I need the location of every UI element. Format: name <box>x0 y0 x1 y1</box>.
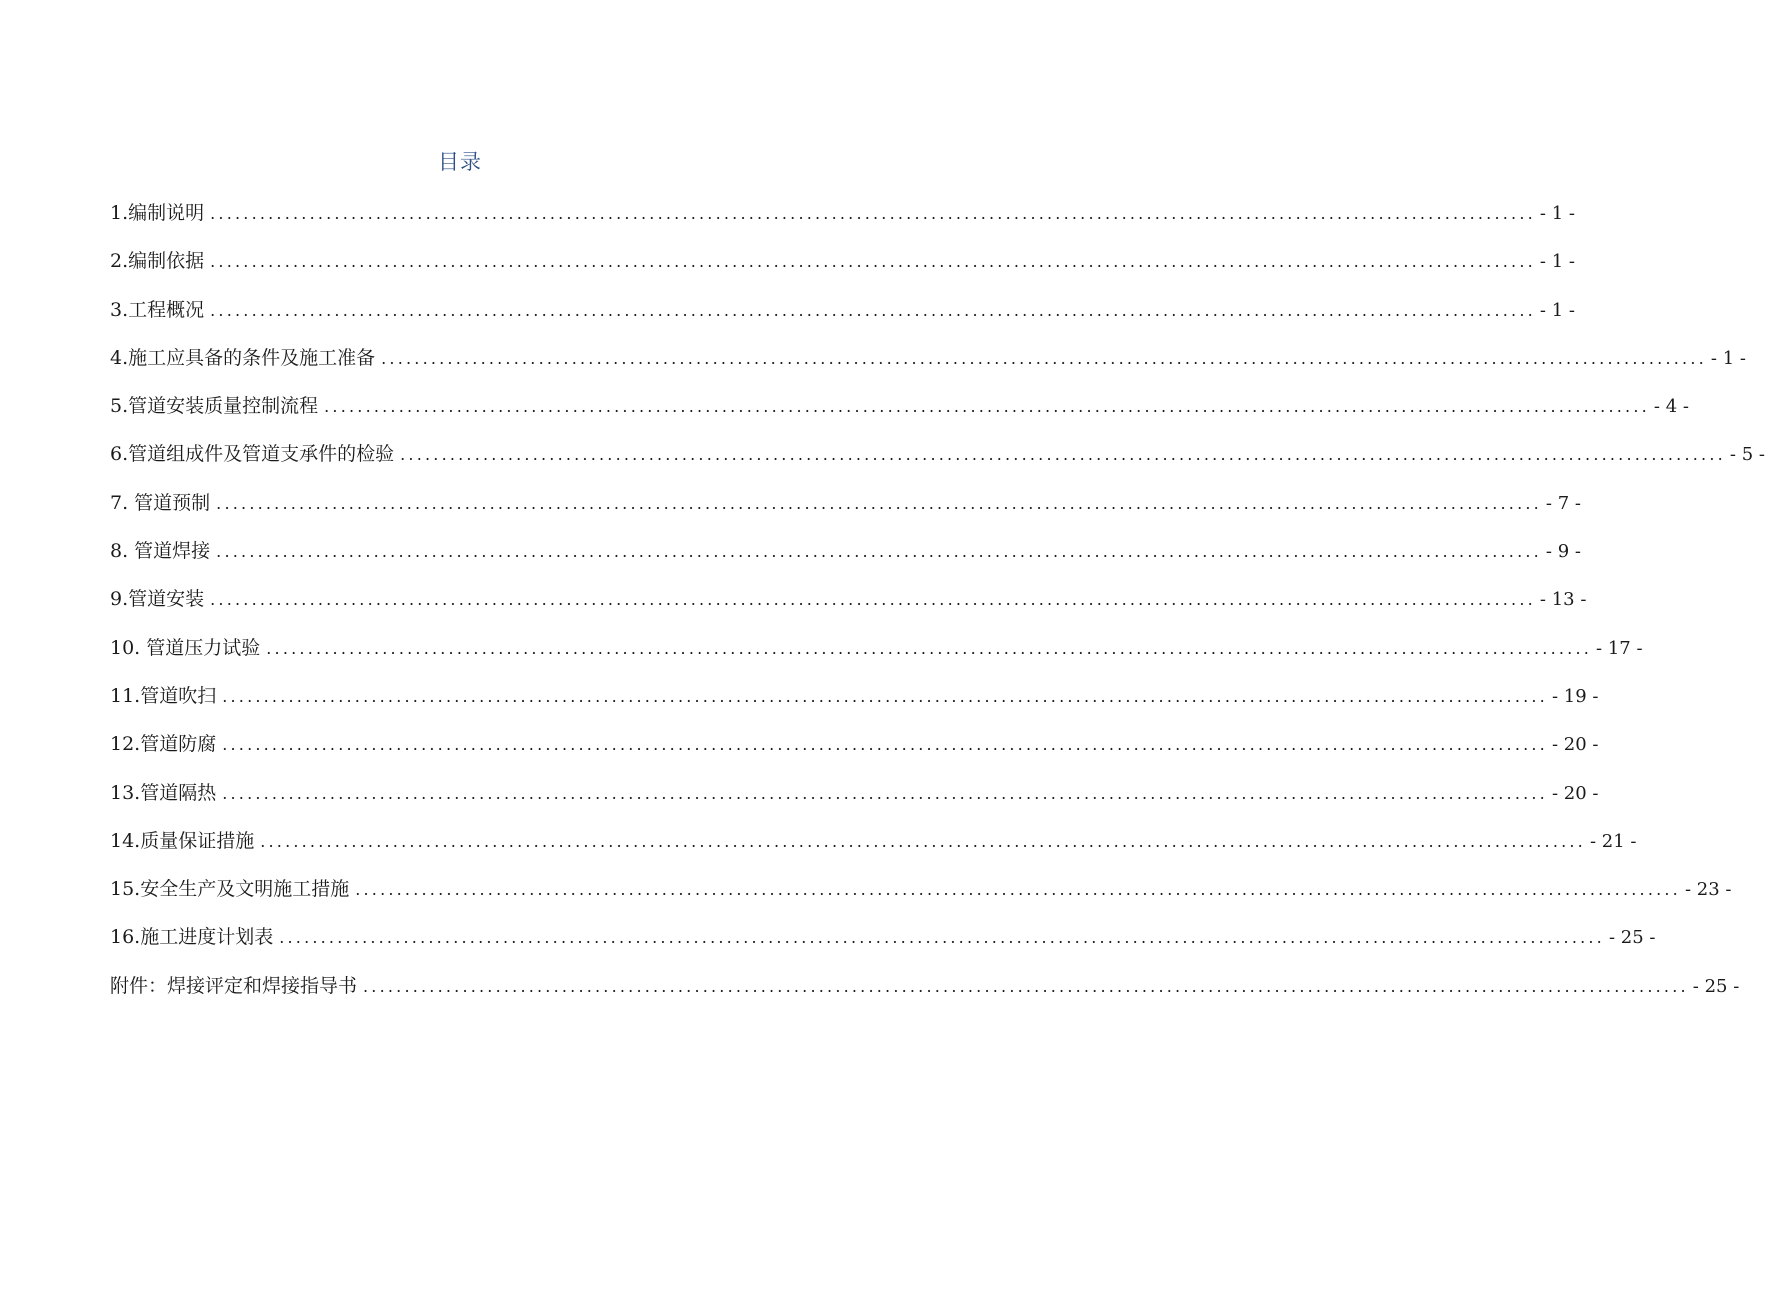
toc-leader-dots: ................................................................................................................................................................ <box>222 686 1548 706</box>
toc-leader-dots: ................................................................................................................................................................ <box>279 928 1605 948</box>
toc-leader-dots: ................................................................................................................................................................ <box>324 397 1650 417</box>
toc-entry[interactable] <box>110 913 1656 961</box>
toc-entry-page-number: - 25 - <box>1608 927 1656 949</box>
toc-leader-dots: ................................................................................................................................................................ <box>260 831 1586 851</box>
toc-leader-dots: ................................................................................................................................................................ <box>210 204 1536 223</box>
toc-entry-page-number: - 17 - <box>1596 637 1643 659</box>
toc-entry-page-number: - 1 - <box>1539 251 1575 273</box>
toc-list <box>110 189 1765 1010</box>
toc-leader-dots: ................................................................................................................................................................ <box>222 783 1548 803</box>
toc-entry[interactable] <box>110 286 1575 334</box>
toc-entry[interactable] <box>110 672 1599 720</box>
toc-entry-label: 7. 管道预制 <box>110 491 211 514</box>
toc-entry-page-number: - 5 - <box>1729 444 1765 466</box>
toc-entry-label: 11.管道吹扫 <box>110 684 217 707</box>
toc-leader-dots: ................................................................................................................................................................ <box>355 880 1681 900</box>
toc-entry-page-number: - 20 - <box>1551 734 1599 756</box>
toc-entry-page-number: - 1 - <box>1539 203 1575 224</box>
toc-entry[interactable] <box>110 769 1599 817</box>
toc-entry[interactable] <box>110 237 1575 285</box>
toc-entry[interactable] <box>110 865 1732 913</box>
toc-entry-page-number: - 9 - <box>1545 541 1581 563</box>
toc-leader-dots: ................................................................................................................................................................ <box>216 493 1542 513</box>
toc-leader-dots: ................................................................................................................................................................ <box>400 445 1726 465</box>
toc-leader-dots: ................................................................................................................................................................ <box>266 638 1593 658</box>
toc-entry-page-number: - 19 - <box>1551 685 1599 707</box>
toc-entry-label: 8. 管道焊接 <box>110 540 211 563</box>
toc-entry-label: 2.编制依据 <box>110 250 205 273</box>
toc-entry-label: 5.管道安装质量控制流程 <box>110 395 319 418</box>
toc-entry-label: 15.安全生产及文明施工措施 <box>110 878 350 901</box>
toc-leader-dots: ................................................................................................................................................................ <box>381 348 1707 368</box>
toc-entry[interactable] <box>110 382 1689 430</box>
toc-entry[interactable] <box>110 527 1581 575</box>
toc-entry-label: 9.管道安装 <box>110 588 205 611</box>
toc-entry[interactable] <box>110 575 1587 623</box>
toc-entry-label: 3.工程概况 <box>110 298 205 321</box>
toc-entry-page-number: - 21 - <box>1589 830 1637 852</box>
toc-entry[interactable] <box>110 624 1643 672</box>
toc-entry-page-number: - 1 - <box>1710 347 1746 369</box>
toc-entry-page-number: - 23 - <box>1684 879 1732 901</box>
toc-entry[interactable] <box>110 189 1575 237</box>
toc-leader-dots: ................................................................................................................................................................ <box>210 252 1536 272</box>
toc-entry-label: 6.管道组成件及管道支承件的检验 <box>110 443 395 466</box>
toc-entry-label: 附件：焊接评定和焊接指导书 <box>110 974 358 997</box>
toc-entry-page-number: - 7 - <box>1545 492 1581 514</box>
toc-entry-page-number: - 4 - <box>1653 396 1689 418</box>
toc-entry[interactable] <box>110 479 1581 527</box>
toc-entry-page-number: - 20 - <box>1551 782 1599 804</box>
toc-entry[interactable] <box>110 430 1765 478</box>
toc-entry-label: 1.编制说明 <box>110 202 205 224</box>
toc-entry-page-number: - 25 - <box>1692 975 1740 997</box>
toc-leader-dots: ................................................................................................................................................................ <box>210 300 1536 320</box>
toc-entry-label: 16.施工进度计划表 <box>110 926 274 949</box>
toc-entry-label: 12.管道防腐 <box>110 733 217 756</box>
toc-entry-label: 14.质量保证措施 <box>110 829 255 852</box>
toc-leader-dots: ................................................................................................................................................................ <box>363 976 1689 996</box>
toc-leader-dots: ................................................................................................................................................................ <box>210 590 1536 610</box>
toc-entry-page-number: - 1 - <box>1539 299 1575 321</box>
toc-leader-dots: ................................................................................................................................................................ <box>216 542 1542 562</box>
toc-title: 目录 <box>438 150 482 174</box>
toc-entry-label: 10. 管道压力试验 <box>110 636 261 659</box>
toc-entry[interactable] <box>110 817 1637 865</box>
toc-entry-page-number: - 13 - <box>1539 589 1587 611</box>
toc-entry[interactable] <box>110 334 1746 382</box>
toc-leader-dots: ................................................................................................................................................................ <box>222 735 1548 755</box>
toc-entry-label: 13.管道隔热 <box>110 781 217 804</box>
toc-entry[interactable] <box>110 720 1599 768</box>
toc-entry[interactable] <box>110 962 1740 1010</box>
toc-entry-label: 4.施工应具备的条件及施工准备 <box>110 346 376 369</box>
